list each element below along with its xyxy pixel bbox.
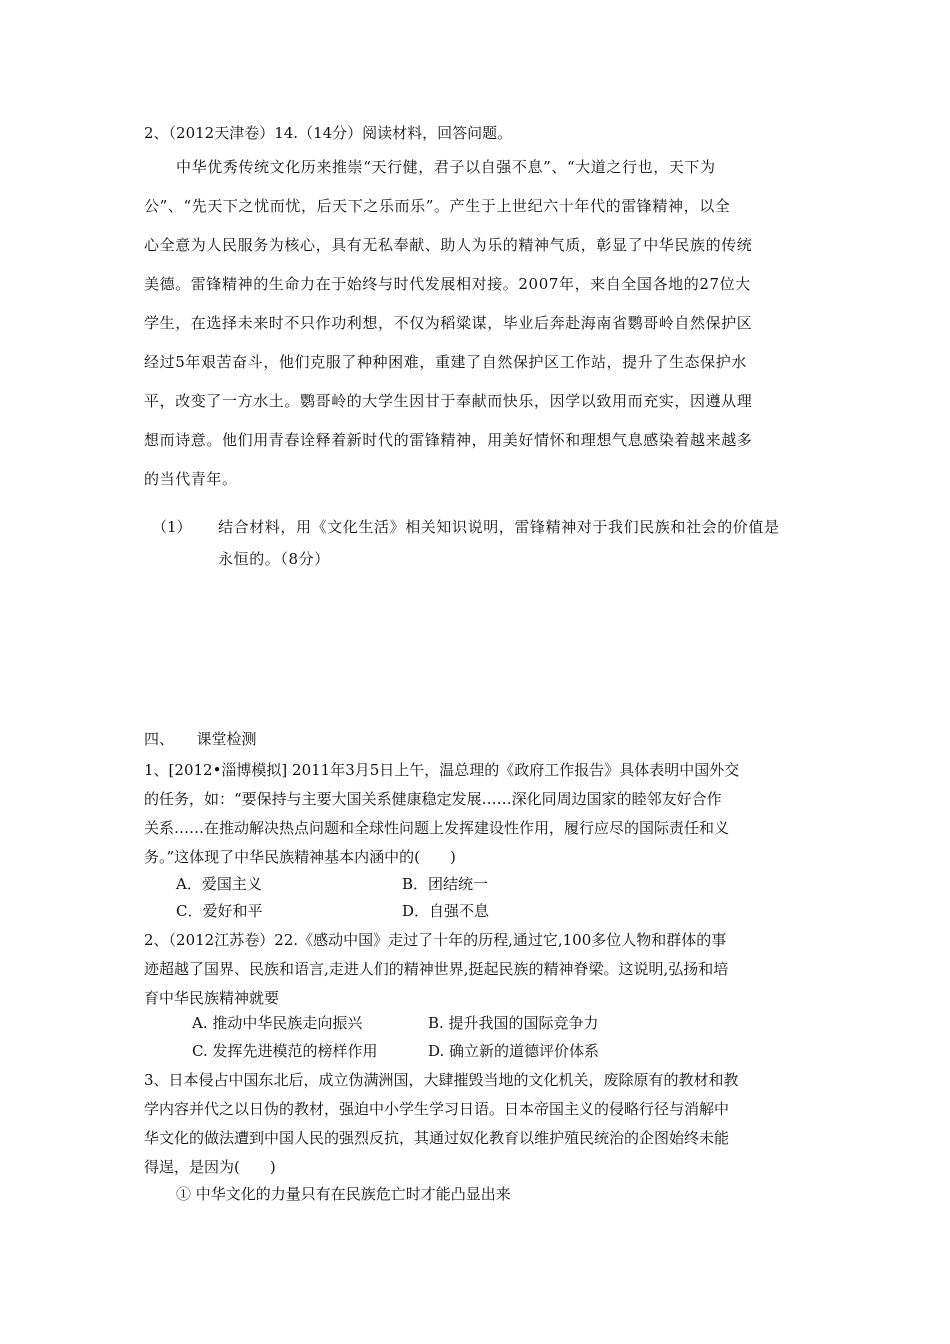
sub-question-1-line-1: 结合材料，用《文化生活》相关知识说明，雷锋精神对于我们民族和社会的价值是 — [218, 518, 780, 536]
check-q2-option-b: B. 提升我国的国际竞争力 — [428, 1014, 599, 1032]
check-q1-line-1: 1、[2012•淄博模拟] 2011年3月5日上午，温总理的《政府工作报告》具体表明中国外交 — [144, 761, 740, 779]
check-q3-item-1: ① 中华文化的力量只有在民族危亡时才能凸显出来 — [176, 1185, 511, 1203]
check-q2-line-3: 育中华民族精神就要 — [144, 989, 280, 1007]
material-line-2: 公”、“先天下之忧而忧，后天下之乐而乐”。产生于上世纪六十年代的雷锋精神，以全 — [144, 197, 731, 215]
check-q1-option-b: B．团结统一 — [402, 875, 489, 893]
question-2-header: 2、（2012天津卷）14.（14分）阅读材料，回答问题。 — [144, 124, 513, 142]
check-q1-option-d: D．自强不息 — [402, 902, 490, 920]
material-line-7: 平，改变了一方水土。鹦哥岭的大学生因甘于奉献而快乐，因学以致用而充实，因遵从理 — [144, 392, 753, 410]
check-q1-option-a: A．爱国主义 — [176, 875, 262, 893]
check-q2-option-a: A. 推动中华民族走向振兴 — [192, 1014, 363, 1032]
check-q1-line-3: 关系……在推动解决热点问题和全球性问题上发挥建设性作用，履行应尽的国际责任和义 — [144, 819, 730, 837]
material-line-5: 学生，在选择未来时不只作功利想，不仅为稻粱谋，毕业后奔赴海南省鹦哥岭自然保护区 — [144, 314, 753, 332]
check-q1-line-4: 务。”这体现了中华民族精神基本内涵中的( ) — [144, 848, 456, 866]
material-line-4: 美德。雷锋精神的生命力在于始终与时代发展相对接。2007年，来自全国各地的27位大 — [144, 275, 751, 293]
check-q2-line-1: 2、（2012江苏卷）22.《感动中国》走过了十年的历程,通过它,100多位人物和群体的事 — [144, 931, 727, 949]
material-line-9: 的当代青年。 — [144, 470, 238, 488]
check-q1-line-2: 的任务，如：“要保持与主要大国关系健康稳定发展……深化同周边国家的睦邻友好合作 — [144, 790, 722, 808]
check-q3-line-1: 3、日本侵占中国东北后，成立伪满洲国，大肆摧毁当地的文化机关，废除原有的教材和教 — [144, 1071, 739, 1089]
check-q3-line-2: 学内容并代之以日伪的教材，强迫中小学生学习日语。日本帝国主义的侵略行径与消解中 — [144, 1100, 730, 1118]
material-line-3: 心全意为人民服务为核心，具有无私奉献、助人为乐的精神气质，彰显了中华民族的传统 — [144, 236, 753, 254]
check-q1-option-c: C．爱好和平 — [176, 902, 263, 920]
material-line-6: 经过5年艰苦奋斗，他们克服了种种困难，重建了自然保护区工作站，提升了生态保护水 — [144, 353, 747, 371]
check-q2-line-2: 迹超越了国界、民族和语言,走进人们的精神世界,挺起民族的精神脊梁。这说明,弘扬和培 — [144, 960, 729, 978]
check-q3-line-3: 华文化的做法遭到中国人民的强烈反抗，其通过奴化教育以维护殖民统治的企图始终未能 — [144, 1129, 730, 1147]
material-line-1: 中华优秀传统文化历来推崇“天行健，君子以自强不息”、“大道之行也，天下为 — [176, 158, 716, 176]
sub-question-1-line-2: 永恒的。（8分） — [218, 550, 330, 568]
check-q2-option-d: D. 确立新的道德评价体系 — [428, 1042, 600, 1060]
material-line-8: 想而诗意。他们用青春诠释着新时代的雷锋精神，用美好情怀和理想气息感染着越来越多 — [144, 431, 753, 449]
section-4-title: 四、 课堂检测 — [144, 730, 257, 748]
check-q3-line-4: 得逞，是因为( ) — [144, 1158, 276, 1176]
sub-question-1-label: （1） — [152, 518, 192, 536]
check-q2-option-c: C. 发挥先进模范的榜样作用 — [192, 1042, 378, 1060]
